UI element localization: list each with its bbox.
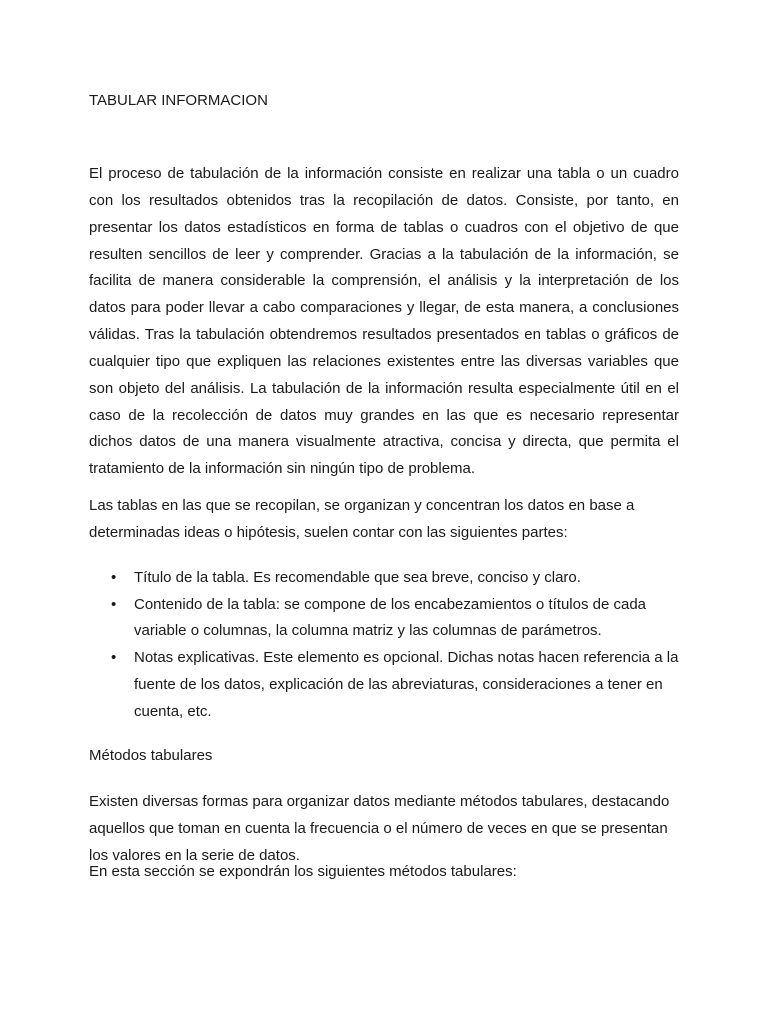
list-item-text: Título de la tabla. Es recomendable que sea breve, conciso y claro.	[134, 569, 581, 586]
intro-paragraph: El proceso de tabulación de la información consiste en realizar una tabla o un cuadro con los resultados obtenidos tras la recopilación de datos. Consiste, por tanto, en presentar los datos estadísticos en forma de tablas o cuadros con el objetivo de que resulten sencillos de leer y comprender. Gracias a la tabulación de la información, se facilita de manera considerable la comprensión, el análisis y la interpretación de los datos para poder llevar a cabo comparaciones y llegar, de esta manera, a conclusiones válidas. Tras la tabulación obtendremos resultados presentados en tablas o gráficos de cualquier tipo que expliquen las relaciones existentes entre las diversas variables que son objeto del análisis. La tabulación de la información resulta especialmente útil en el caso de la recolección de datos muy grandes en las que es necesario representar dichos datos de una manera visualmente atractiva, concisa y directa, que permita el tratamiento de la información sin ningún tipo de problema.	[89, 165, 679, 478]
bullet-icon: •	[111, 649, 117, 667]
list-item	[89, 565, 679, 592]
bullet-icon: •	[111, 569, 117, 586]
list-item	[89, 645, 679, 725]
table-parts-paragraph: Las tablas en las que se recopilan, se organizan y concentran los datos en base a determinadas ideas o hipótesis, suelen contar con las siguientes partes:	[89, 497, 635, 541]
section-heading: Métodos tabulares	[89, 747, 213, 764]
bullet-icon: •	[111, 595, 117, 613]
methods-paragraph: Existen diversas formas para organizar datos mediante métodos tabulares, destacando aquellos que toman en cuenta la frecuencia o el número de veces en que se presentan los valores en la serie de datos.	[89, 793, 670, 864]
document-title: TABULAR INFORMACION	[89, 92, 268, 109]
list-item	[89, 592, 679, 645]
list-item-text: Notas explicativas. Este elemento es opcional. Dichas notas hacen referencia a la fuente de los datos, explicación de las abreviaturas, consideraciones a tener en cuenta, etc.	[134, 649, 679, 720]
list-item-text: Contenido de la tabla: se compone de los encabezamientos o títulos de cada variable o columnas, la columna matriz y las columnas de parámetros.	[134, 595, 647, 640]
methods-intro-paragraph: En esta sección se expondrán los siguientes métodos tabulares:	[89, 863, 517, 880]
table-parts-list	[89, 565, 679, 725]
